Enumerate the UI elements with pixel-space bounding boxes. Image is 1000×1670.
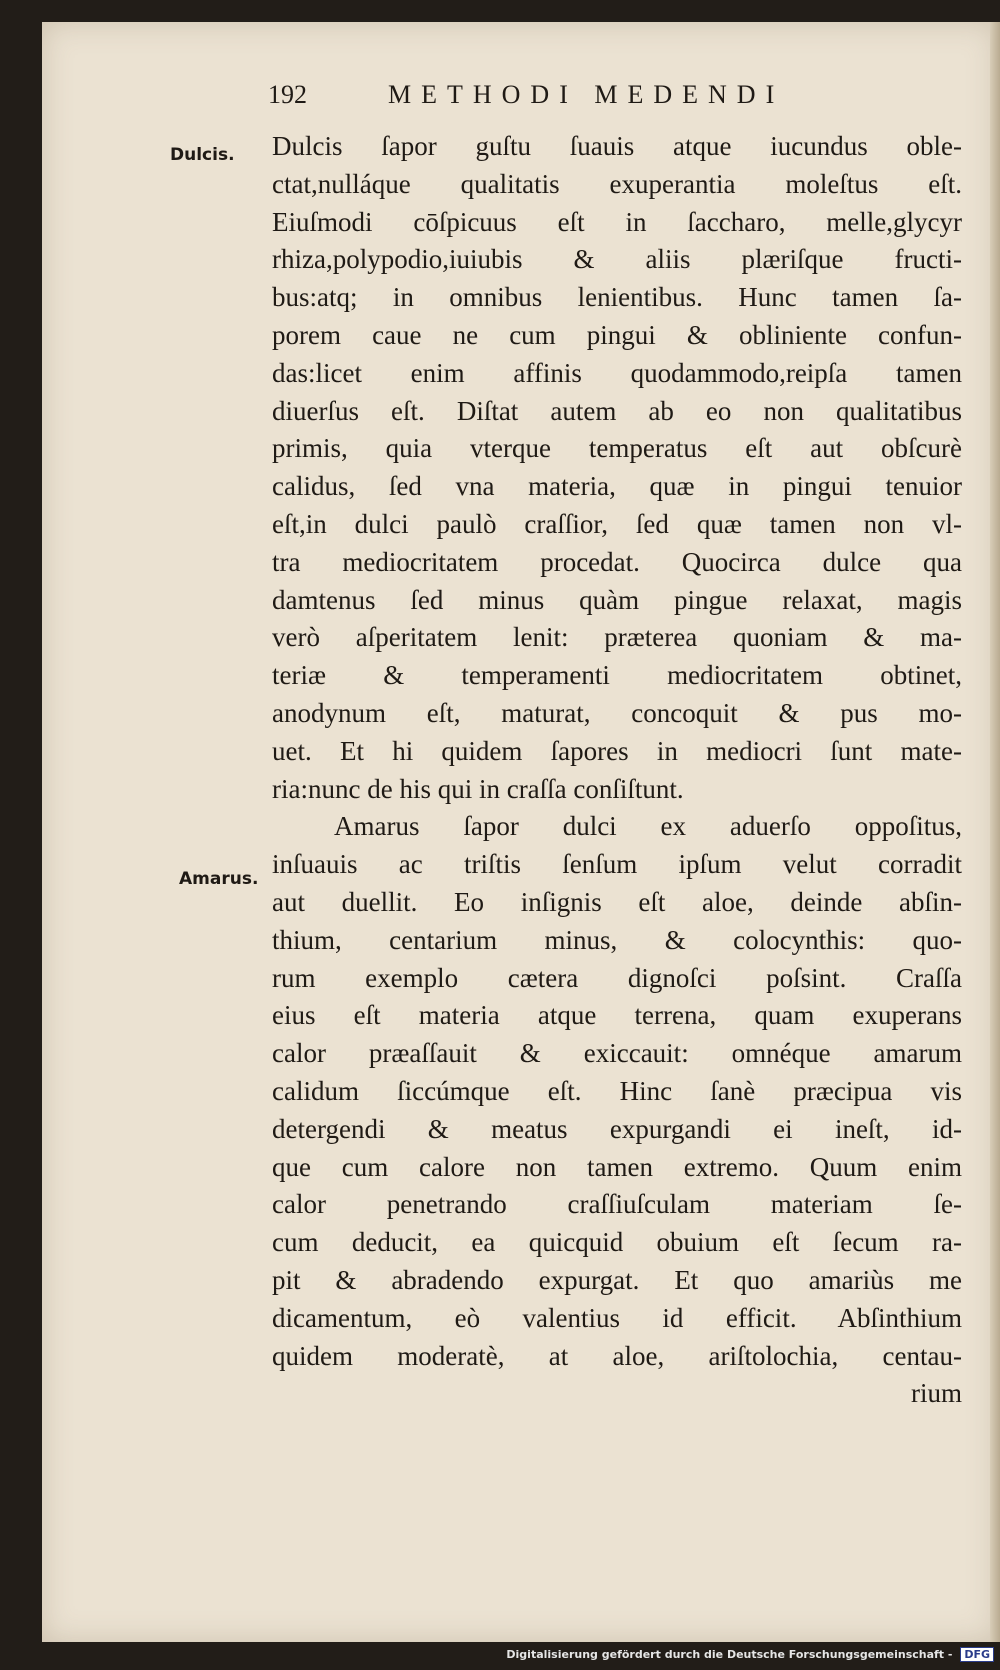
text-line: inſuauis ac triſtis ſenſum ipſum velut corradit [272, 849, 962, 880]
catchword: rium [911, 1378, 962, 1409]
running-title: METHODI MEDENDI [388, 80, 785, 109]
text-line: eius eſt materia atque terrena, quam exuperans [272, 1000, 962, 1031]
digitization-credit [506, 1647, 994, 1662]
text-line: diuerſus eſt. Diſtat autem ab eo non qualitatibus [272, 395, 962, 426]
margin-note-dulcis: Dulcis. [170, 145, 235, 165]
text-line: cum deducit, ea quicquid obuium eſt ſecum ra- [272, 1227, 962, 1258]
text-line: que cum calore non tamen extremo. Quum enim [272, 1151, 962, 1182]
text-line: Eiuſmodi cōſpicuus eſt in ſaccharo, melle,glycyr [272, 206, 962, 237]
text-line: tra mediocritatem procedat. Quocirca dulce qua [272, 546, 962, 577]
text-line: calidus, ſed vna materia, quæ in pingui tenuior [272, 471, 962, 502]
text-line: teriæ & temperamenti mediocritatem obtinet, [272, 660, 962, 691]
text-line: anodynum eſt, maturat, concoquit & pus mo- [272, 697, 962, 728]
margin-note-amarus: Amarus. [179, 869, 259, 889]
text-line: ctat,nulláque qualitatis exuperantia moleſtus eſt. [272, 168, 962, 199]
text-line: dicamentum, eò valentius id efficit. Abſinthium [272, 1302, 962, 1333]
page-number: 192 [268, 80, 307, 109]
text-line: ria:nunc de his qui in craſſa conſiſtunt. [272, 773, 684, 804]
text-line: primis, quia vterque temperatus eſt aut obſcurè [272, 433, 962, 464]
text-line: porem caue ne cum pingui & obliniente confun- [272, 319, 962, 350]
text-line: Dulcis ſapor guſtu ſuauis atque iucundus oble- [272, 131, 962, 161]
text-line: eſt,in dulci paulò craſſior, ſed quæ tamen non vl- [272, 508, 962, 539]
text-line: quidem moderatè, at aloe, ariſtolochia, centau- [272, 1340, 962, 1371]
text-line: uet. Et hi quidem ſapores in mediocri ſunt mate- [272, 735, 962, 766]
text-line: calor penetrando craſſiuſculam materiam ſe- [272, 1189, 962, 1220]
page-edge [990, 22, 1000, 1642]
body-text [272, 128, 962, 1413]
text-line: aut duellit. Eo inſignis eſt aloe, deinde abſin- [272, 886, 962, 917]
text-line: calidum ſiccúmque eſt. Hinc ſanè præcipua vis [272, 1075, 962, 1106]
text-line: Amarus ſapor dulci ex aduerſo oppoſitus, [334, 811, 962, 842]
text-line: bus:atq; in omnibus lenientibus. Hunc tamen ſa- [272, 282, 962, 313]
text-line: verò aſperitatem lenit: præterea quoniam & ma- [272, 622, 962, 653]
text-line: rum exemplo cætera dignoſci poſsint. Craſſa [272, 962, 962, 993]
text-line: thium, centarium minus, & colocynthis: quo- [272, 924, 962, 955]
text-line: damtenus ſed minus quàm pingue relaxat, magis [272, 584, 962, 615]
text-line: rhiza,polypodio,iuiubis & aliis plæriſque fructi- [272, 244, 962, 275]
text-line: das:licet enim affinis quodammodo,reipſa tamen [272, 357, 962, 388]
text-line: calor præaſſauit & exiccauit: omnéque amarum [272, 1038, 962, 1069]
credit-text: Digitalisierung gefördert durch die Deutsche Forschungsgemeinschaft - [506, 1648, 953, 1661]
text-line: pit & abradendo expurgat. Et quo amariùs me [272, 1264, 962, 1295]
text-line: detergendi & meatus expurgandi ei ineſt, id- [272, 1113, 962, 1144]
dfg-logo: DFG [960, 1647, 994, 1662]
